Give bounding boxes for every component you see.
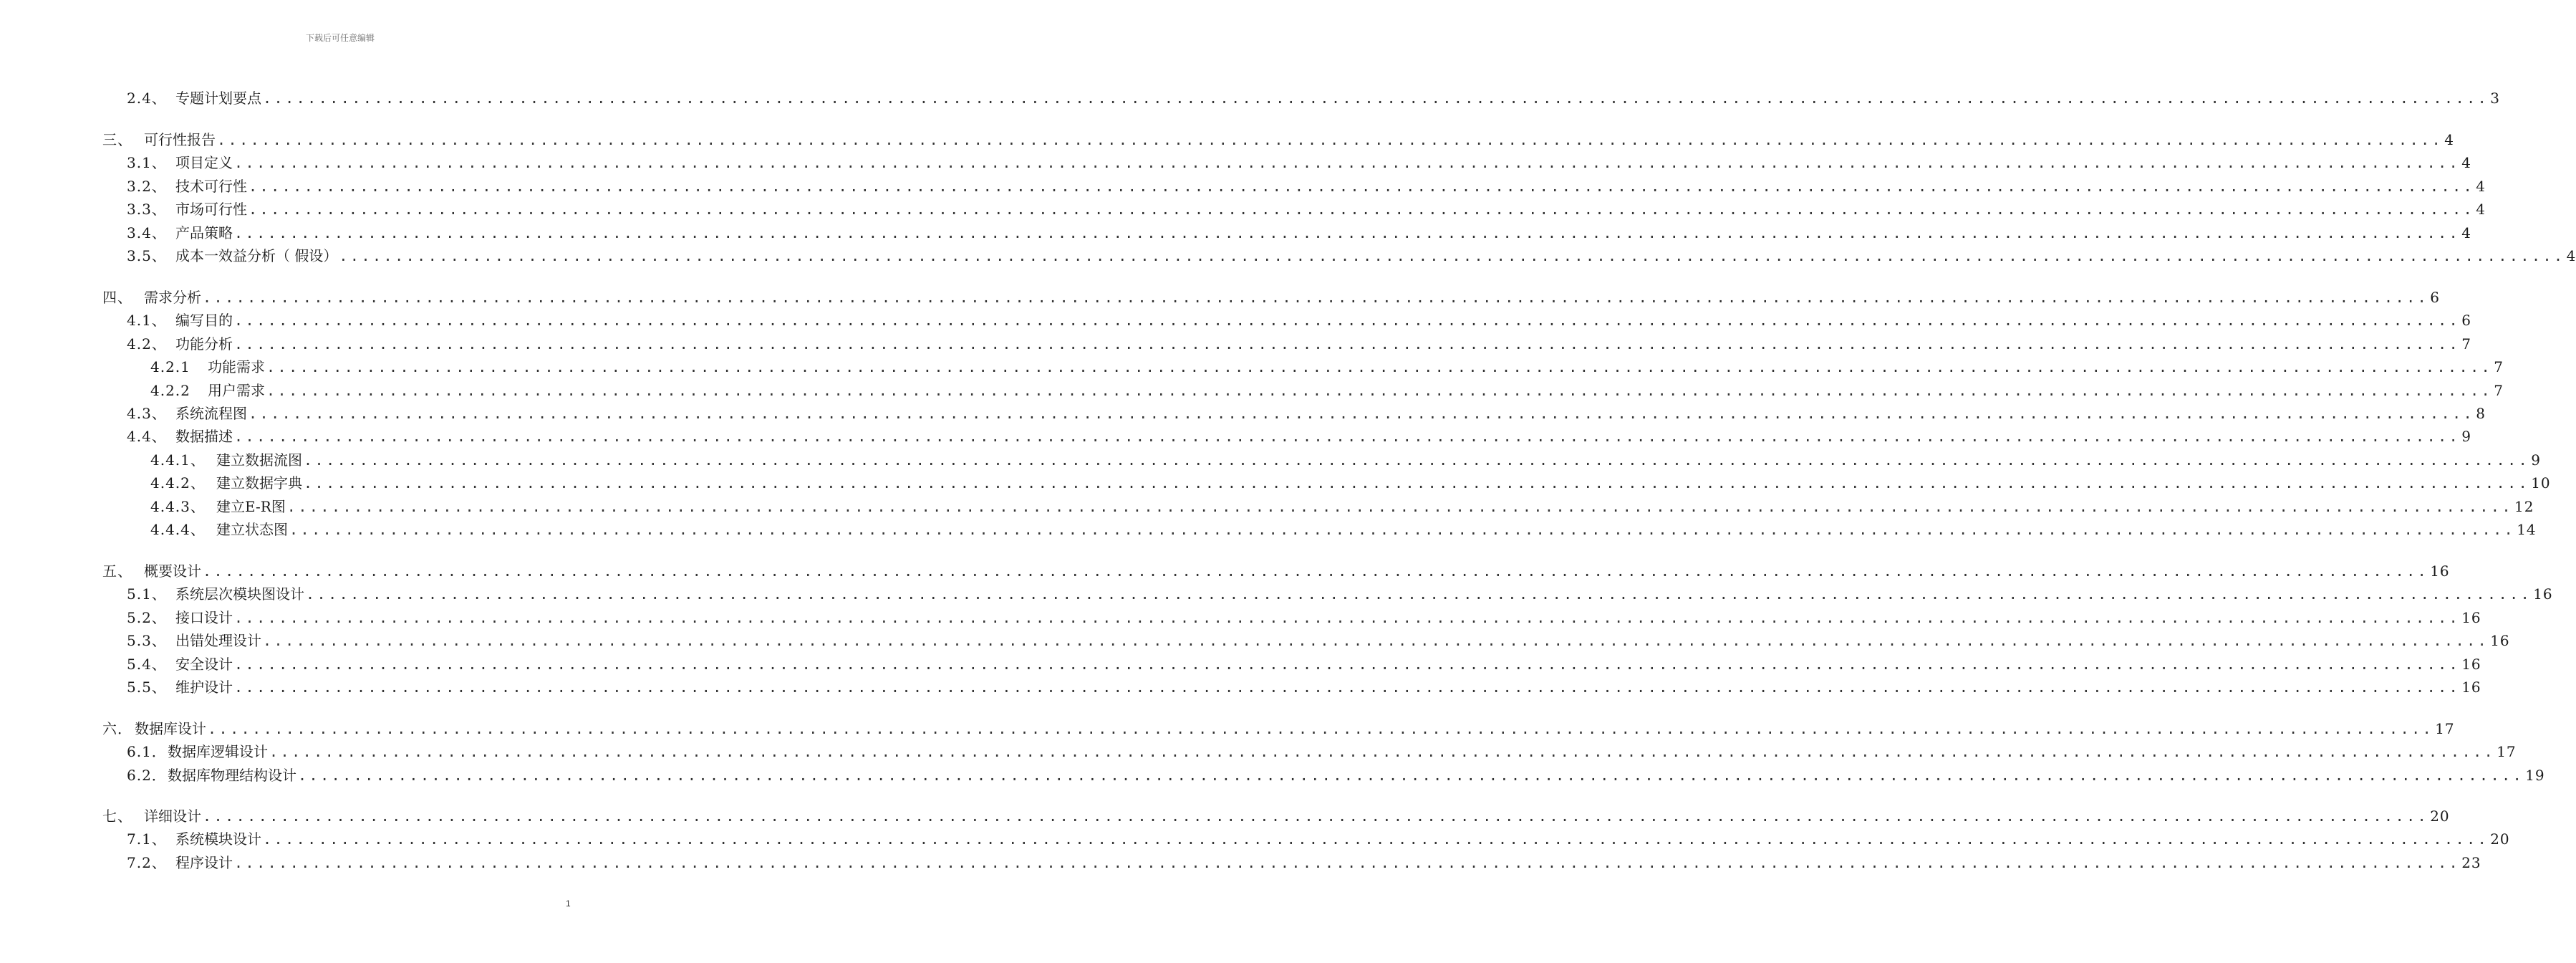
toc-dot-leader: ........................................................................................................................................................................................................ <box>286 498 2513 515</box>
toc-entry-number: 六． <box>102 720 132 737</box>
toc-entry <box>127 245 2576 267</box>
toc-entry <box>127 403 2486 424</box>
toc-entry <box>127 741 2517 762</box>
toc-entry-title: 功能分析 <box>175 335 233 353</box>
toc-entry-page: 6 <box>2430 289 2440 306</box>
toc-dot-leader: ........................................................................................................................................................................................................ <box>203 289 2429 306</box>
toc-entry <box>127 607 2481 628</box>
toc-entry <box>127 310 2471 331</box>
toc-dot-leader: ........................................................................................................................................................................................................ <box>304 451 2530 469</box>
toc-entry-title: 数据描述 <box>175 428 233 445</box>
toc-entry-number: 5.4、 <box>127 656 167 673</box>
toc-dot-leader: ........................................................................................................................................................................................................ <box>234 335 2461 353</box>
toc-entry-number: 5.5、 <box>127 679 167 696</box>
toc-dot-leader: ........................................................................................................................................................................................................ <box>289 521 2516 538</box>
toc-entry <box>150 472 2551 494</box>
toc-dot-leader: ........................................................................................................................................................................................................ <box>208 720 2434 737</box>
toc-dot-leader: ........................................................................................................................................................................................................ <box>266 358 2493 375</box>
toc-entry-page: 12 <box>2514 498 2534 515</box>
toc-entry-title: 建立状态图 <box>216 521 288 538</box>
toc-entry-page: 6 <box>2461 312 2471 329</box>
toc-dot-leader: ........................................................................................................................................................................................................ <box>203 562 2429 580</box>
toc-entry <box>150 380 2504 401</box>
toc-entry-number: 4.4.2、 <box>150 474 206 492</box>
toc-entry-number: 四、 <box>102 289 132 306</box>
toc-entry-number: 2.4、 <box>127 90 167 107</box>
toc-entry-number: 4.3、 <box>127 405 167 422</box>
toc-entry-title: 产品策略 <box>175 224 233 241</box>
toc-entry-title: 成本一效益分析（ 假设） <box>175 247 338 264</box>
toc-entry-title: 出错处理设计 <box>175 632 261 649</box>
toc-entry-page: 16 <box>2533 585 2553 603</box>
toc-entry-page: 4 <box>2461 224 2471 241</box>
toc-entry-title: 建立数据流图 <box>216 451 302 469</box>
toc-dot-leader: ........................................................................................................................................................................................................ <box>234 609 2461 626</box>
toc-entry-page: 17 <box>2497 743 2517 760</box>
toc-entry-page: 16 <box>2490 632 2510 649</box>
toc-entry-number: 3.1、 <box>127 154 167 171</box>
toc-entry-title: 系统层次模块图设计 <box>175 585 304 603</box>
toc-entry-page: 17 <box>2435 720 2455 737</box>
toc-dot-leader: ........................................................................................................................................................................................................ <box>249 201 2475 218</box>
toc-entry <box>150 449 2541 471</box>
toc-dot-leader: ........................................................................................................................................................................................................ <box>298 767 2524 784</box>
toc-entry-title: 市场可行性 <box>175 201 247 218</box>
toc-dot-leader: ........................................................................................................................................................................................................ <box>234 312 2461 329</box>
toc-entry-page: 9 <box>2531 451 2541 469</box>
toc-entry-page: 16 <box>2461 656 2481 673</box>
toc-entry <box>127 152 2471 173</box>
toc-dot-leader: ........................................................................................................................................................................................................ <box>234 656 2461 673</box>
toc-entry-page: 9 <box>2461 428 2471 445</box>
toc-entry-page: 20 <box>2430 808 2450 825</box>
toc-dot-leader: ........................................................................................................................................................................................................ <box>234 224 2461 241</box>
toc-entry-title: 系统流程图 <box>175 405 247 422</box>
toc-entry <box>102 129 2454 150</box>
toc-entry <box>102 805 2450 827</box>
toc-dot-leader: ........................................................................................................................................................................................................ <box>263 90 2489 107</box>
toc-entry-number: 4.4.3、 <box>150 498 206 515</box>
toc-entry-number: 6.2． <box>127 767 167 784</box>
toc-entry-page: 4 <box>2476 201 2486 218</box>
toc-entry-title: 系统模块设计 <box>175 830 261 848</box>
toc-dot-leader: ........................................................................................................................................................................................................ <box>234 154 2461 171</box>
toc-dot-leader: ........................................................................................................................................................................................................ <box>339 247 2565 264</box>
toc-entry <box>127 852 2481 873</box>
toc-entry-title: 用户需求 <box>208 382 265 399</box>
toc-entry-title: 技术可行性 <box>175 178 247 195</box>
toc-dot-leader: ........................................................................................................................................................................................................ <box>234 428 2461 445</box>
toc-entry <box>102 287 2440 308</box>
toc-dot-leader: ........................................................................................................................................................................................................ <box>269 743 2496 760</box>
toc-entry-page: 23 <box>2461 854 2481 871</box>
toc-entry-number: 3.2、 <box>127 178 167 195</box>
toc-entry-title: 接口设计 <box>175 609 233 626</box>
toc-dot-leader: ........................................................................................................................................................................................................ <box>249 178 2475 195</box>
toc-entry-page: 4 <box>2476 178 2486 195</box>
toc-entry-page: 14 <box>2517 521 2537 538</box>
toc-entry-number: 五、 <box>102 562 132 580</box>
toc-entry-page: 16 <box>2461 609 2481 626</box>
toc-entry-number: 5.2、 <box>127 609 167 626</box>
toc-entry-page: 16 <box>2430 562 2450 580</box>
toc-entry-number: 三、 <box>102 131 132 148</box>
toc-entry <box>127 765 2545 786</box>
toc-entry <box>127 583 2553 605</box>
toc-entry-title: 安全设计 <box>175 656 233 673</box>
page-number: 1 <box>566 899 571 909</box>
toc-entry-number: 4.4.1、 <box>150 451 206 469</box>
toc-entry-page: 19 <box>2525 767 2545 784</box>
toc-entry <box>127 676 2481 698</box>
toc-entry-number: 5.3、 <box>127 632 167 649</box>
toc-dot-leader: ........................................................................................................................................................................................................ <box>263 632 2489 649</box>
toc-entry-number: 5.1、 <box>127 585 167 603</box>
page-header: 下载后可任意编辑 <box>305 33 375 43</box>
toc-entry-number: 3.5、 <box>127 247 167 264</box>
toc-entry-title: 数据库设计 <box>135 720 206 737</box>
toc-entry-number: 4.2.2 <box>150 382 190 399</box>
toc-entry-number: 3.3、 <box>127 201 167 218</box>
toc-entry <box>127 176 2486 197</box>
toc-entry <box>150 496 2534 517</box>
toc-entry-page: 7 <box>2494 358 2504 375</box>
toc-entry-title: 维护设计 <box>175 679 233 696</box>
toc-entry-title: 可行性报告 <box>144 131 216 148</box>
toc-entry-page: 4 <box>2444 131 2454 148</box>
toc-entry <box>102 560 2450 582</box>
toc-entry <box>127 630 2510 651</box>
toc-entry-title: 程序设计 <box>175 854 233 871</box>
toc-entry-page: 3 <box>2490 90 2500 107</box>
toc-entry-title: 需求分析 <box>144 289 201 306</box>
toc-entry-page: 16 <box>2461 679 2481 696</box>
toc-entry-number: 4.4.4、 <box>150 521 206 538</box>
toc-entry-title: 编写目的 <box>175 312 233 329</box>
toc-entry-title: 建立数据字典 <box>216 474 302 492</box>
toc-entry-title: 数据库逻辑设计 <box>168 743 268 760</box>
toc-entry <box>102 718 2455 739</box>
toc-entry-number: 6.1． <box>127 743 167 760</box>
toc-dot-leader: ........................................................................................................................................................................................................ <box>203 808 2429 825</box>
toc-entry <box>150 356 2504 378</box>
toc-dot-leader: ........................................................................................................................................................................................................ <box>234 854 2461 871</box>
toc-entry-title: 详细设计 <box>144 808 201 825</box>
toc-entry <box>127 198 2486 220</box>
toc-entry <box>127 828 2510 850</box>
toc-dot-leader: ........................................................................................................................................................................................................ <box>266 382 2493 399</box>
toc-entry-title: 专题计划要点 <box>175 90 261 107</box>
toc-dot-leader: ........................................................................................................................................................................................................ <box>234 679 2461 696</box>
toc-entry-page: 7 <box>2461 335 2471 353</box>
toc-entry-title: 概要设计 <box>144 562 201 580</box>
toc-entry <box>127 87 2500 109</box>
toc-entry-number: 4.2、 <box>127 335 167 353</box>
toc-dot-leader: ........................................................................................................................................................................................................ <box>217 131 2444 148</box>
toc-entry-page: 4 <box>2461 154 2471 171</box>
toc-entry-number: 7.2、 <box>127 854 167 871</box>
toc-entry-number: 七、 <box>102 808 132 825</box>
toc-entry-title: 数据库物理结构设计 <box>168 767 296 784</box>
toc-entry-number: 7.1、 <box>127 830 167 848</box>
toc-entry-title: 建立E-R图 <box>216 498 286 515</box>
toc-dot-leader: ........................................................................................................................................................................................................ <box>306 585 2532 603</box>
toc-dot-leader: ........................................................................................................................................................................................................ <box>304 474 2530 492</box>
toc-dot-leader: ........................................................................................................................................................................................................ <box>263 830 2489 848</box>
toc-entry-page: 10 <box>2531 474 2551 492</box>
toc-entry-page: 8 <box>2476 405 2486 422</box>
toc-entry-number: 4.1、 <box>127 312 167 329</box>
toc-entry-page: 4 <box>2566 247 2576 264</box>
toc-dot-leader: ........................................................................................................................................................................................................ <box>249 405 2475 422</box>
toc-entry <box>127 653 2481 675</box>
toc-entry-title: 项目定义 <box>175 154 233 171</box>
toc-entry-title: 功能需求 <box>208 358 265 375</box>
toc-entry <box>150 519 2537 540</box>
toc-entry <box>127 426 2471 447</box>
toc-entry <box>127 222 2471 244</box>
toc-entry-page: 20 <box>2490 830 2510 848</box>
toc-entry-number: 4.4、 <box>127 428 167 445</box>
toc-entry-number: 3.4、 <box>127 224 167 241</box>
toc-entry <box>127 333 2471 355</box>
toc-entry-number: 4.2.1 <box>150 358 190 375</box>
toc-entry-page: 7 <box>2494 382 2504 399</box>
